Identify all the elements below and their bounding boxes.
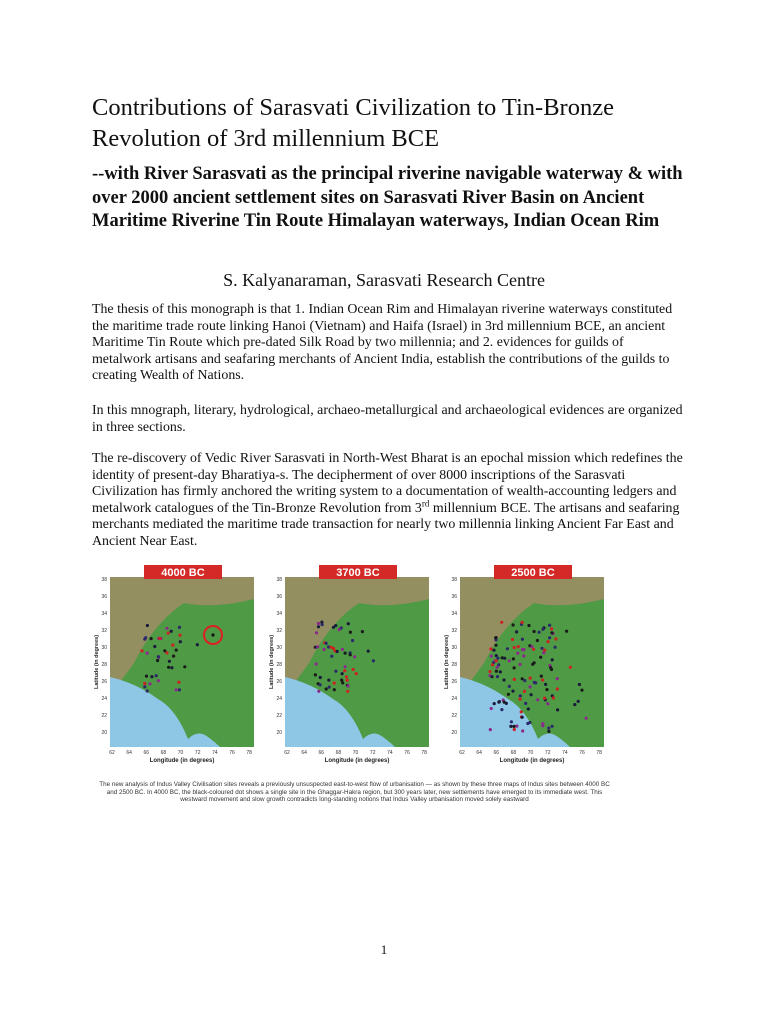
y-tick-label: 30: [451, 645, 457, 651]
y-tick-label: 24: [276, 696, 282, 702]
site-dot: [488, 670, 491, 673]
site-dot: [538, 631, 541, 634]
site-dot: [314, 673, 317, 676]
y-tick-label: 28: [276, 662, 282, 668]
author-line: S. Kalyanaraman, Sarasvati Research Centre: [223, 270, 545, 290]
site-dot: [196, 643, 199, 646]
site-dot: [533, 630, 536, 633]
x-tick-label: 66: [318, 750, 325, 756]
site-dot: [521, 648, 524, 651]
site-dot: [146, 689, 149, 692]
site-dot: [211, 633, 214, 636]
site-dot: [500, 621, 503, 624]
site-dot: [522, 654, 525, 657]
site-dot: [343, 669, 346, 672]
document-subtitle: --with River Sarasvati as the principal riverine navigable waterway & with over 2000 ancient settlement sites on Sarasvati River Basin on Ancient Maritime Riverine Tin Route Himalayan waterways, Indian Ocean Rim: [92, 164, 683, 231]
paragraph-rediscovery: [92, 451, 686, 551]
x-tick-label: 62: [109, 750, 115, 756]
site-dot: [523, 690, 526, 693]
x-tick-label: 78: [246, 750, 252, 756]
site-dot: [178, 688, 181, 691]
site-dot: [498, 700, 501, 703]
site-dot: [521, 621, 524, 624]
x-tick-label: 64: [476, 750, 482, 756]
indus-maps-figure: [92, 563, 617, 809]
site-dot: [494, 636, 497, 639]
site-dot: [556, 677, 559, 680]
site-dot: [539, 656, 542, 659]
site-dot: [333, 682, 336, 685]
maps-panel-svg: [92, 563, 617, 781]
paragraph-sections: In this mnograph, literary, hydrological, archaeo-metallurgical and archaeological evidences are organized in three sections.: [92, 403, 683, 435]
y-tick-label: 24: [451, 696, 457, 702]
site-dot: [547, 730, 550, 733]
site-dot: [510, 720, 513, 723]
site-dot: [513, 666, 516, 669]
site-dot: [341, 681, 344, 684]
site-dot: [333, 688, 336, 691]
site-dot: [540, 675, 543, 678]
site-dot: [171, 644, 174, 647]
y-tick-label: 26: [101, 679, 107, 685]
map-banner-label: 4000 BC: [161, 567, 205, 579]
site-dot: [520, 710, 523, 713]
site-dot: [548, 636, 551, 639]
site-dot: [170, 630, 173, 633]
site-dot: [328, 686, 331, 689]
x-tick-label: 64: [301, 750, 307, 756]
site-dot: [502, 678, 505, 681]
site-dot: [541, 678, 544, 681]
site-dot: [513, 678, 516, 681]
x-tick-label: 72: [544, 750, 551, 756]
site-dot: [325, 687, 328, 690]
site-dot: [489, 728, 492, 731]
x-tick-label: 76: [229, 750, 235, 756]
map-banner-label: 3700 BC: [336, 567, 380, 579]
site-dot: [492, 649, 495, 652]
site-dot: [143, 685, 146, 688]
site-dot: [168, 660, 171, 663]
site-dot: [165, 651, 168, 654]
y-tick-label: 20: [276, 730, 282, 736]
site-dot: [508, 659, 511, 662]
site-dot: [523, 679, 526, 682]
site-dot: [153, 645, 156, 648]
site-dot: [146, 624, 149, 627]
y-tick-label: 20: [101, 730, 107, 736]
site-dot: [179, 640, 182, 643]
map-panel: [444, 565, 604, 764]
site-dot: [513, 728, 516, 731]
site-dot: [150, 637, 153, 640]
y-tick-label: 24: [101, 696, 107, 702]
site-dot: [317, 622, 320, 625]
site-dot: [507, 693, 510, 696]
site-dot: [569, 666, 572, 669]
x-tick-label: 70: [527, 750, 534, 756]
page-number: 1: [380, 942, 388, 957]
superscript-rd: rd: [421, 498, 430, 509]
site-dot: [496, 675, 499, 678]
y-tick-label: 32: [101, 628, 107, 634]
site-dot: [165, 627, 168, 630]
site-dot: [506, 647, 509, 650]
site-dot: [157, 679, 160, 682]
site-dot: [533, 661, 536, 664]
site-dot: [512, 623, 515, 626]
map-panel: [269, 565, 429, 764]
site-dot: [585, 717, 588, 720]
y-tick-label: 34: [451, 611, 457, 617]
site-dot: [551, 725, 554, 728]
y-tick-label: 30: [276, 645, 282, 651]
y-tick-label: 22: [451, 713, 457, 719]
site-dot: [519, 663, 522, 666]
site-dot: [494, 644, 497, 647]
site-dot: [541, 628, 544, 631]
x-tick-label: 68: [160, 750, 167, 756]
site-dot: [578, 683, 581, 686]
x-tick-label: 72: [194, 750, 201, 756]
site-dot: [338, 628, 341, 631]
x-tick-label: 64: [126, 750, 132, 756]
site-dot: [547, 640, 550, 643]
site-dot: [353, 655, 356, 658]
site-dot: [495, 659, 498, 662]
site-dot: [322, 648, 325, 651]
y-axis-label: Latitude (in degrees): [444, 634, 450, 690]
y-tick-label: 38: [451, 577, 457, 583]
site-dot: [519, 694, 522, 697]
site-dot: [332, 647, 335, 650]
x-tick-label: 74: [562, 750, 568, 756]
x-tick-label: 76: [404, 750, 410, 756]
site-dot: [549, 666, 552, 669]
x-tick-label: 78: [421, 750, 427, 756]
site-dot: [512, 725, 515, 728]
site-dot: [554, 637, 557, 640]
site-dot: [509, 725, 512, 728]
site-dot: [372, 659, 375, 662]
y-tick-label: 26: [451, 679, 457, 685]
site-dot: [551, 658, 554, 661]
site-dot: [545, 688, 548, 691]
site-dot: [544, 683, 547, 686]
figure-caption: The new analysis of Indus Valley Civilisation sites reveals a previously unsuspected east-to-west flow of urbanisation — as shown by these three maps of Indus sites between 4000 BC and 2500 BC. In 4000 BC, the black-coloured dot shows a single site in the Ghaggar-Hakra region, but 300 years later, new settlements have emerged to its immediate west. This westward movement and slow growth contradicts long-standing notions that Indus Valley urbanisation moved solely eastward: [99, 781, 610, 804]
site-dot: [554, 646, 557, 649]
site-dot: [334, 670, 337, 673]
x-tick-label: 76: [579, 750, 585, 756]
site-dot: [529, 685, 532, 688]
site-dot: [536, 698, 539, 701]
document-title: Contributions of Sarasvati Civilization to Tin-Bronze Revolution of 3rd millennium BCE: [92, 94, 614, 152]
site-dot: [503, 701, 506, 704]
y-tick-label: 20: [451, 730, 457, 736]
site-dot: [330, 655, 333, 658]
x-tick-label: 68: [335, 750, 342, 756]
site-dot: [528, 721, 531, 724]
site-dot: [548, 624, 551, 627]
site-dot: [167, 666, 170, 669]
site-dot: [511, 690, 514, 693]
site-dot: [341, 648, 344, 651]
site-dot: [170, 666, 173, 669]
site-dot: [157, 655, 160, 658]
site-dot: [341, 672, 344, 675]
site-dot: [521, 677, 524, 680]
site-dot: [490, 675, 493, 678]
site-dot: [344, 652, 347, 655]
site-dot: [183, 665, 186, 668]
x-axis-label: Longitude (in degrees): [324, 758, 390, 764]
paragraph-rediscovery-start: The re-discovery of Vedic River Sarasvati in North-West Bharat is an epochal mission which redefines the identity of present-day Bharatiya-s. The decipherment of over 8000 inscriptions of the Sarasvati Civilization has firmly anchored the writing system to a documentation of wealth-accounting ledgers and metalwork catalogues of the Tin-Bronze Revolution from 3: [92, 451, 683, 516]
y-tick-label: 22: [101, 713, 107, 719]
site-dot: [550, 627, 553, 630]
site-dot: [175, 688, 178, 691]
site-dot: [344, 665, 347, 668]
x-tick-label: 66: [493, 750, 500, 756]
site-dot: [543, 697, 546, 700]
site-dot: [155, 674, 158, 677]
site-dot: [516, 652, 519, 655]
site-dot: [489, 647, 492, 650]
site-dot: [495, 670, 498, 673]
site-dot: [351, 639, 354, 642]
site-dot: [552, 696, 555, 699]
y-tick-label: 34: [101, 611, 107, 617]
site-dot: [316, 645, 319, 648]
x-tick-label: 66: [143, 750, 150, 756]
site-dot: [503, 657, 506, 660]
site-dot: [347, 684, 350, 687]
x-tick-label: 62: [459, 750, 465, 756]
y-axis-label: Latitude (in degrees): [269, 634, 275, 690]
y-tick-label: 36: [451, 594, 457, 600]
site-dot: [517, 645, 520, 648]
y-tick-label: 32: [451, 628, 457, 634]
site-dot: [496, 657, 499, 660]
site-dot: [146, 652, 149, 655]
x-tick-label: 68: [510, 750, 517, 756]
y-axis-label: Latitude (in degrees): [94, 634, 100, 690]
site-dot: [540, 647, 543, 650]
site-dot: [511, 638, 514, 641]
site-dot: [320, 621, 323, 624]
site-dot: [515, 725, 518, 728]
site-dot: [547, 727, 550, 730]
site-dot: [319, 683, 322, 686]
y-tick-label: 30: [101, 645, 107, 651]
site-dot: [349, 631, 352, 634]
site-dot: [513, 646, 516, 649]
site-dot: [580, 689, 583, 692]
site-dot: [158, 637, 161, 640]
site-dot: [543, 649, 546, 652]
site-dot: [144, 636, 147, 639]
site-dot: [521, 716, 524, 719]
map-banner-label: 2500 BC: [511, 567, 555, 579]
site-dot: [145, 675, 148, 678]
site-dot: [179, 634, 182, 637]
site-dot: [530, 693, 533, 696]
site-dot: [332, 626, 335, 629]
y-tick-label: 38: [101, 577, 107, 583]
site-dot: [490, 707, 493, 710]
site-dot: [536, 639, 539, 642]
site-dot: [527, 707, 530, 710]
site-dot: [167, 632, 170, 635]
x-tick-label: 72: [369, 750, 376, 756]
site-dot: [546, 702, 549, 705]
site-dot: [490, 655, 493, 658]
x-tick-label: 74: [212, 750, 218, 756]
x-tick-label: 70: [177, 750, 184, 756]
site-dot: [352, 668, 355, 671]
y-tick-label: 28: [101, 662, 107, 668]
site-dot: [491, 663, 494, 666]
y-tick-label: 22: [276, 713, 282, 719]
x-tick-label: 78: [596, 750, 602, 756]
site-dot: [541, 724, 544, 727]
site-dot: [499, 670, 502, 673]
site-dot: [317, 625, 320, 628]
site-dot: [327, 679, 330, 682]
site-dot: [556, 687, 559, 690]
site-dot: [340, 679, 343, 682]
site-dot: [573, 703, 576, 706]
site-dot: [515, 630, 518, 633]
site-dot: [529, 677, 532, 680]
site-dot: [172, 655, 175, 658]
map-panel: [94, 565, 254, 764]
site-dot: [315, 662, 318, 665]
site-dot: [148, 682, 151, 685]
site-dot: [175, 649, 178, 652]
x-axis-label: Longitude (in degrees): [499, 758, 565, 764]
site-dot: [317, 690, 320, 693]
site-dot: [150, 675, 153, 678]
site-dot: [532, 648, 535, 651]
site-dot: [512, 657, 515, 660]
paragraph-rediscovery-end: millennium BCE. The artisans and seafaring merchants mediated the maritime trade transaction for nearly two millennia linking Ancient Far East and Ancient Near East.: [92, 500, 680, 549]
y-tick-label: 28: [451, 662, 457, 668]
site-dot: [346, 690, 349, 693]
site-dot: [527, 624, 530, 627]
y-tick-label: 34: [276, 611, 282, 617]
site-dot: [325, 642, 328, 645]
y-tick-label: 36: [276, 594, 282, 600]
site-dot: [521, 638, 524, 641]
site-dot: [556, 708, 559, 711]
site-dot: [346, 679, 349, 682]
site-dot: [345, 675, 348, 678]
site-dot: [319, 676, 322, 679]
site-dot: [156, 659, 159, 662]
site-dot: [178, 626, 181, 629]
site-dot: [140, 649, 143, 652]
x-axis-label: Longitude (in degrees): [149, 758, 215, 764]
x-tick-label: 70: [352, 750, 359, 756]
site-dot: [143, 682, 146, 685]
y-tick-label: 38: [276, 577, 282, 583]
x-tick-label: 74: [387, 750, 393, 756]
site-dot: [577, 700, 580, 703]
y-tick-label: 36: [101, 594, 107, 600]
paragraph-thesis: The thesis of this monograph is that 1. Indian Ocean Rim and Himalayan riverine waterways constituted the maritime trade route linking Hanoi (Vietnam) and Haifa (Israel) in 3rd millennium BCE, an ancient Maritime Tin Route which pre-dated Silk Road by two millennia; and 2. evidences for guilds of metalwork artisans and seafaring merchants of Ancient India, establish the contributions of the guilds to creating Wealth of Nations.: [92, 302, 673, 384]
site-dot: [521, 729, 524, 732]
site-dot: [518, 698, 521, 701]
site-dot: [347, 622, 350, 625]
site-dot: [361, 630, 364, 633]
site-dot: [500, 708, 503, 711]
site-dot: [336, 650, 339, 653]
site-dot: [177, 681, 180, 684]
y-tick-label: 26: [276, 679, 282, 685]
site-dot: [550, 631, 553, 634]
site-dot: [493, 702, 496, 705]
site-dot: [508, 685, 511, 688]
site-dot: [533, 681, 536, 684]
site-dot: [315, 631, 318, 634]
x-tick-label: 62: [284, 750, 290, 756]
site-dot: [367, 650, 370, 653]
y-tick-label: 32: [276, 628, 282, 634]
site-dot: [524, 702, 527, 705]
site-dot: [355, 672, 358, 675]
site-dot: [565, 630, 568, 633]
site-dot: [496, 666, 499, 669]
site-dot: [349, 653, 352, 656]
